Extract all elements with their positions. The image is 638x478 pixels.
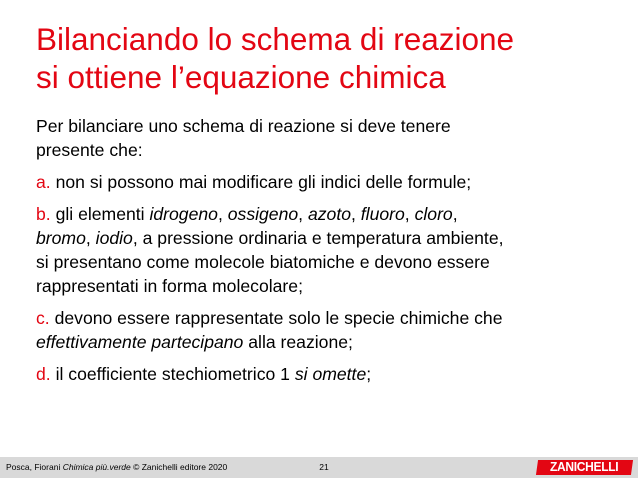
element-idrogeno: idrogeno [149,204,218,224]
separator: , [404,204,415,224]
separator: , [452,204,458,224]
rule-item-a [36,170,626,194]
intro-paragraph [36,114,626,162]
slide-body [36,114,626,394]
slide-title-line-2: si ottiene l’equazione chimica [36,59,446,95]
rule-b-line-1 [36,202,626,226]
rule-b-line-4: rappresentati in forma molecolare; [36,276,303,296]
element-ossigeno: ossigeno [227,204,299,224]
rule-text-a: non si possono mai modificare gli indici delle formule; [50,172,472,192]
rule-marker-a: a. [36,172,51,192]
logo-text: ZANICHELLI [550,459,619,475]
intro-line-2: presente che: [36,140,143,160]
element-azoto: azoto [307,204,351,224]
credit-publisher: © Zanichelli editore 2020 [130,462,228,472]
intro-line-1: Per bilanciare uno schema di reazione si deve tenere [36,116,451,136]
slide-title [36,20,626,96]
slide-title-line-1: Bilanciando lo schema di reazione [36,21,515,57]
zanichelli-logo [536,460,633,475]
separator: , [351,204,361,224]
credit-book-title: Chimica più.verde [62,462,131,472]
element-bromo: bromo [36,228,86,248]
rule-c-text: alla reazione; [243,332,353,352]
separator: , [298,204,308,224]
rule-b-text: , a pressione ordinaria e temperatura ambiente, [132,228,504,248]
rule-item-d [36,362,626,386]
rule-c-line-1 [36,306,626,330]
rule-b-line-2 [36,226,626,250]
rule-c-line-2 [36,330,626,354]
rule-c-text: devono essere rappresentate solo le specie chimiche che [49,308,503,328]
element-fluoro: fluoro [360,204,405,224]
element-iodio: iodio [95,228,133,248]
rule-item-b [36,202,626,298]
rule-marker-d: d. [36,364,51,384]
rule-b-text: gli elementi [50,204,150,224]
rule-item-c [36,306,626,354]
credit-authors: Posca, Fiorani [6,462,63,472]
rule-d-text: il coefficiente stechiometrico 1 [50,364,295,384]
footer-credit [6,462,227,473]
element-cloro: cloro [414,204,453,224]
rule-d-text: ; [366,364,372,384]
rule-marker-c: c. [36,308,50,328]
rule-b-line-3: si presentano come molecole biatomiche e devono essere [36,252,490,272]
footer-bar [0,457,638,478]
separator: , [217,204,228,224]
separator: , [85,228,96,248]
rule-marker-b: b. [36,204,51,224]
page-number: 21 [319,462,329,472]
rule-c-emphasis: effettivamente partecipano [36,332,244,352]
rule-d-emphasis: si omette [294,364,367,384]
